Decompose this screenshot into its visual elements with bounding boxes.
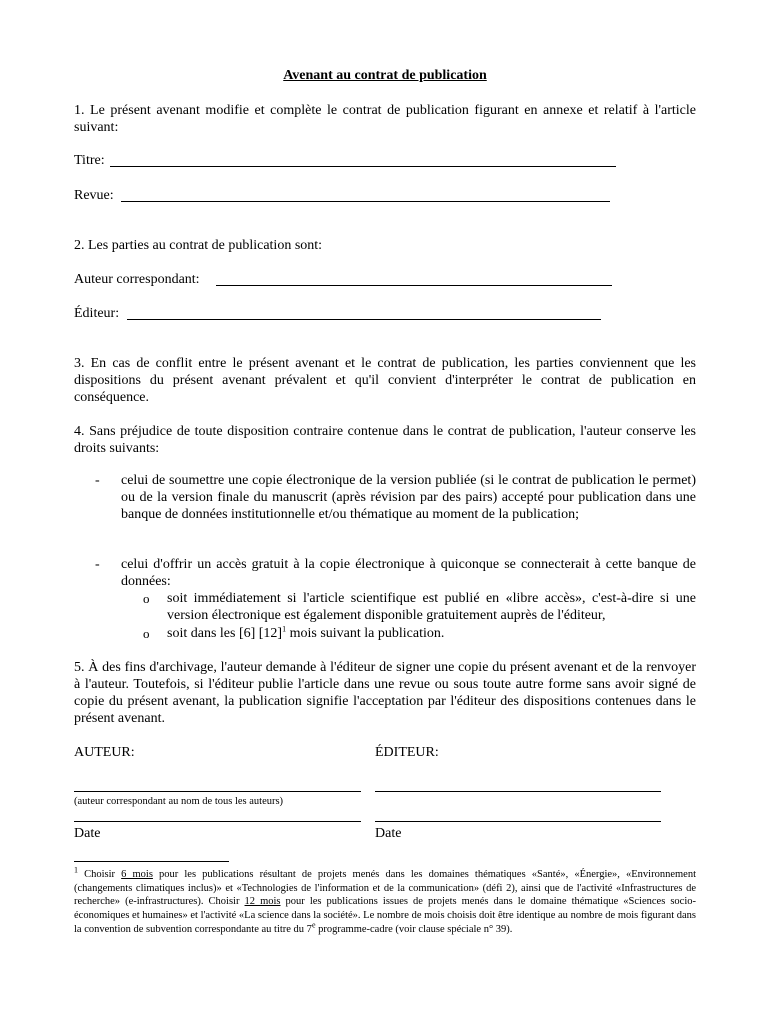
section-4-text: 4. Sans préjudice de toute disposition contraire contenue dans le contrat de publication, l'auteur conserve les droits suivants: (74, 424, 696, 456)
sub-bullet-marker-1: o (143, 591, 150, 606)
editeur-field-line (127, 319, 601, 320)
editeur-label: Éditeur: (74, 306, 120, 321)
sub-bullet-marker-2: o (143, 626, 150, 641)
section-3-text: 3. En cas de conflit entre le présent avenant et le contrat de publication, les parties conviennent que les dispositions du présent avenant prévalent et qu'il convient d'interpréter le contrat de publication en conséquence. (74, 356, 696, 405)
editeur-date-label: Date (375, 826, 402, 841)
bullet-1-text: celui de soumettre une copie électronique de la version publiée (si le contrat de publication le permet) ou de la version finale du manuscrit (après révision par des pairs) accepté pour publication dans une banque de données institutionnelle et/ou thématique au moment de la publication; (121, 473, 696, 522)
section-1-text: 1. Le présent avenant modifie et complète le contrat de publication figurant en annexe et relatif à l'article suivant: (74, 103, 696, 135)
revue-label: Revue: (74, 188, 114, 203)
auteur-date-line (74, 821, 361, 822)
footnote-number: 1 (74, 865, 78, 875)
revue-field-line (121, 201, 610, 202)
bullet-dash-2: - (95, 557, 100, 572)
sub-bullet-2-text: soit dans les [6] $[12]^1$ mois suivant la publication. (167, 624, 445, 641)
auteur-note: (auteur correspondant au nom de tous les auteurs) (74, 796, 284, 807)
auteur-field-line (216, 285, 612, 286)
bullet-dash-1: - (95, 473, 100, 488)
section-2-text: 2. Les parties au contrat de publication sont: (74, 238, 323, 253)
editeur-date-line (375, 821, 661, 822)
titre-field-line (110, 166, 616, 167)
auteur-signature-heading: AUTEUR: (74, 745, 135, 760)
auteur-date-label: Date (74, 826, 101, 841)
footnote-separator (74, 861, 229, 862)
footnote-reference: 1 (282, 624, 287, 634)
editeur-signature-heading: ÉDITEUR: (375, 745, 439, 760)
bullet-2-text: celui d'offrir un accès gratuit à la copie électronique à quiconque se connecterait à cette banque de données: (121, 557, 696, 589)
auteur-correspondant-label: Auteur correspondant: (74, 272, 200, 287)
section-5-text: 5. À des fins d'archivage, l'auteur demande à l'éditeur de signer une copie du présent avenant et de la renvoyer à l'auteur. Toutefois, si l'éditeur publie l'article dans une revue ou sous toute autre forme sans avoir signé de copie du présent avenant, la publication signifie l'acceptation par l'éditeur des dispositions contenues dans le présent avenant. (74, 660, 696, 726)
auteur-signature-line (74, 791, 361, 792)
footnote: $^1$ Choisir 6 mois pour les publications résultant de projets menés dans les domaines thématiques «Santé», «Énergie», «Environnement (changements climatiques inclus)» et «Technologies de l'information et de la communication» (défi 2), ainsi que de l'activité «Infrastructures de recherche» (e-infrastructures). Choisir 12 mois pour les publications issues de projets menés dans le domaine thématique «Sciences socio-économiques et humaines» et l'activité «La science dans la société». Le nombre de mois choisis doit être identique au nombre de mois figurant dans la convention de subvention correspondante au titre du 7e programme-cadre (voir clause spéciale n° 39). (74, 865, 697, 935)
document-title: Avenant au contrat de publication (283, 68, 487, 83)
editeur-signature-line (375, 791, 661, 792)
titre-label: Titre: (74, 153, 105, 168)
sub-bullet-1-text: soit immédiatement si l'article scientifique est publié en «libre accès», c'est-à-dire si une version électronique est également disponible gratuitement auprès de l'éditeur, (167, 591, 696, 623)
